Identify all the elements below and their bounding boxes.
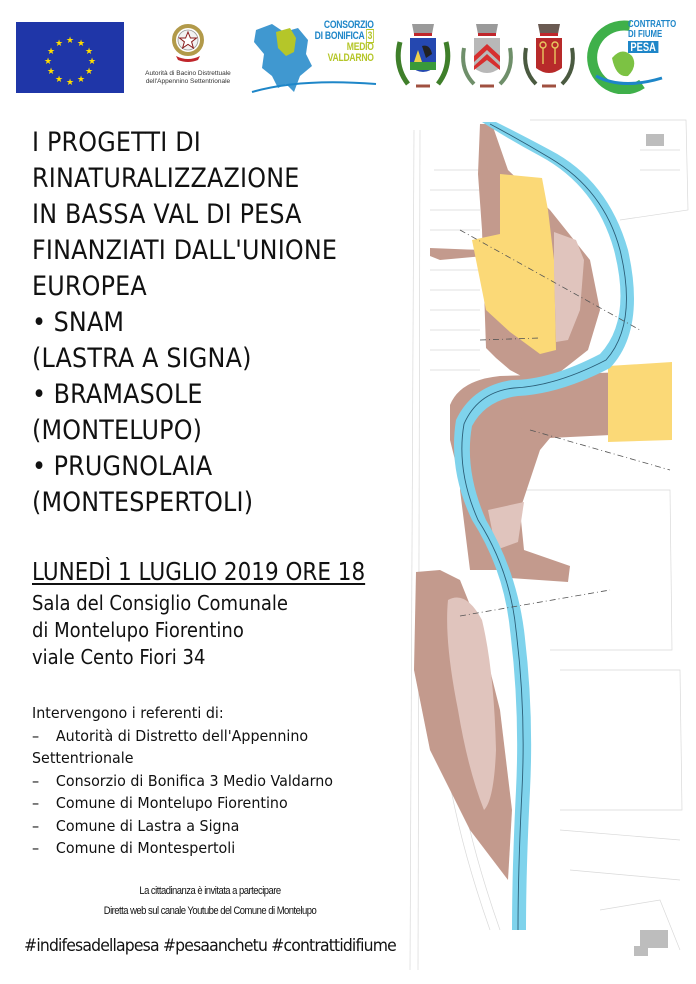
list-item-continuation: Settentrionale [32, 749, 134, 767]
consorzio-line2: DI BONIFICA [314, 30, 365, 42]
crest-chevron-icon [456, 18, 518, 94]
consorzio-line3: MEDIO [347, 41, 374, 53]
contratto-line3: PESA [628, 41, 658, 53]
list-item: – Consorzio di Bonifica 3 Medio Valdarno [32, 770, 333, 793]
venue-address: viale Cento Fiori 34 [32, 645, 206, 669]
italian-republic-emblem-icon [168, 22, 208, 66]
bullet-icon: • [32, 307, 47, 338]
contratto-line1: CONTRATTO [628, 19, 677, 30]
svg-text:★: ★ [43, 57, 53, 67]
list-item: – Comune di Lastra a Signa [32, 815, 333, 838]
title-line: IN BASSA VAL DI PESA [32, 199, 302, 230]
bullet-icon: • [32, 451, 47, 482]
svg-text:★: ★ [84, 67, 94, 77]
bullet-icon: • [32, 379, 47, 410]
eu-flag-icon [16, 22, 124, 93]
project-item-prugnolaia [32, 449, 337, 485]
speakers-list [32, 702, 333, 860]
dash-icon: – [32, 726, 40, 745]
consorzio-bonifica-logo [250, 18, 378, 96]
crest-lion-icon [392, 18, 454, 94]
contratto-line2: DI FIUME [628, 29, 663, 40]
svg-text:★: ★ [54, 75, 64, 85]
project-name: PRUGNOLAIA [53, 451, 213, 482]
dash-icon: – [32, 839, 40, 857]
project-item-snam [32, 305, 337, 341]
svg-text:★: ★ [87, 57, 97, 67]
svg-text:★: ★ [84, 47, 94, 57]
project-map [400, 110, 696, 984]
dash-icon: – [32, 816, 40, 835]
project-name: BRAMASOLE [53, 379, 203, 410]
hashtags: #indifesadellapesa #pesaanchetu #contrattidifiume [24, 936, 396, 956]
svg-text:★: ★ [46, 67, 56, 77]
crest-keys-icon [518, 18, 580, 94]
consorzio-badge: 3 [367, 30, 373, 42]
invitation-note: La cittadinanza è invitata a partecipare [139, 885, 281, 897]
project-location: (MONTESPERTOLI) [32, 487, 254, 518]
speakers-intro: Intervengono i referenti di: [32, 704, 224, 722]
dash-icon: – [32, 771, 40, 790]
venue-line: di Montelupo Fiorentino [32, 618, 244, 642]
title-line: RINATURALIZZAZIONE [32, 163, 300, 194]
dash-icon: – [32, 794, 40, 812]
svg-text:★: ★ [65, 36, 75, 46]
list-item: – Comune di Montespertoli [32, 837, 333, 860]
svg-text:★: ★ [65, 78, 75, 88]
svg-text:★: ★ [76, 39, 86, 49]
title-line: I PROGETTI DI [32, 127, 201, 158]
project-location: (LASTRA A SIGNA) [32, 343, 252, 374]
consorzio-line1: CONSORZIO [324, 19, 374, 31]
svg-text:★: ★ [54, 39, 64, 49]
event-title [32, 125, 337, 521]
title-line: EUROPEA [32, 271, 147, 302]
project-location: (MONTELUPO) [32, 415, 203, 446]
logo-strip [0, 0, 696, 110]
list-item: – Autorità di Distretto dell'Appennino [32, 725, 333, 748]
event-date: LUNEDÌ 1 LUGLIO 2019 ORE 18 [32, 557, 366, 586]
project-name: SNAM [53, 307, 125, 338]
list-item: – Comune di Montelupo Fiorentino [32, 792, 333, 815]
consorzio-line4: VALDARNO [327, 52, 374, 64]
svg-text:★: ★ [76, 75, 86, 85]
contratto-di-fiume-logo [582, 18, 682, 94]
title-line: FINANZIATI DALL'UNIONE [32, 235, 338, 266]
autorita-caption-line2: dell'Appennino Settentrionale [145, 78, 231, 85]
venue-line: Sala del Consiglio Comunale [32, 591, 289, 615]
svg-text:★: ★ [46, 47, 56, 57]
livestream-note: Diretta web sul canale Youtube del Comune di Montelupo [103, 905, 317, 917]
autorita-caption-line1: Autorità di Bacino Distrettuale [145, 70, 231, 77]
autorita-bacino-logo [130, 22, 246, 94]
event-venue [32, 590, 288, 671]
project-item-bramasole [32, 377, 337, 413]
